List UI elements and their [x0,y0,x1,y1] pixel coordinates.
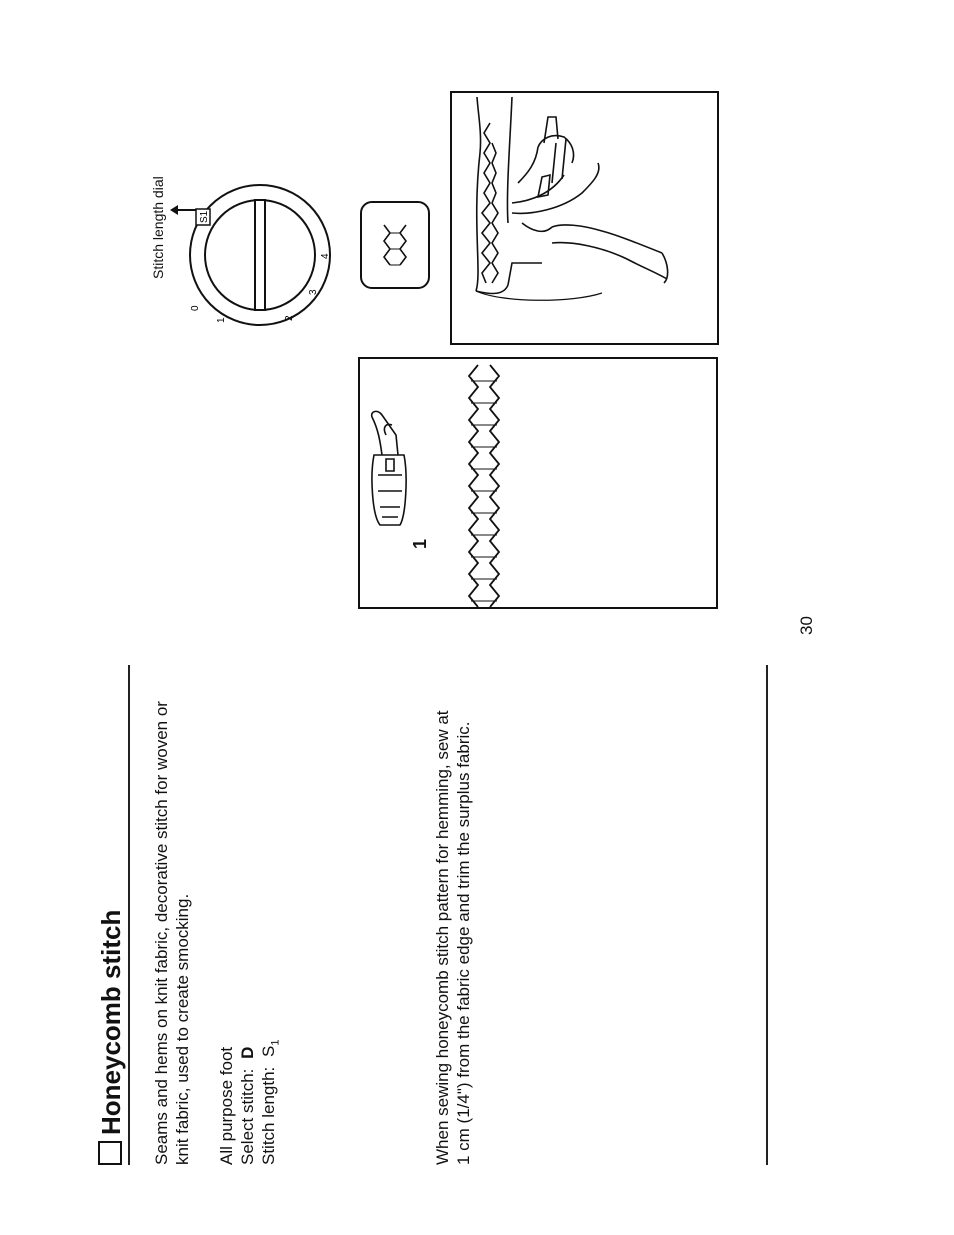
dial-mark-2: 2 [284,315,295,321]
title-rule [128,665,130,1165]
dial-mark-4: 4 [320,253,331,259]
stitch-length-setting: Stitch length: $S_1$ [259,1039,282,1165]
foot-setting: All purpose foot [217,1046,236,1165]
page-title: Honeycomb stitch [96,910,127,1165]
dial-label: Stitch length dial [150,176,166,279]
dial-arrow-icon [168,195,198,225]
select-stitch-setting: Select stitch: D [238,1046,257,1165]
stitch-pattern-button [360,201,430,289]
select-stitch-value: D [238,1046,257,1059]
checkbox-square-icon [98,1141,122,1165]
stitch-length-dial [180,175,340,335]
dial-setting-mark: S1 [199,210,210,223]
figure-number: 1 [410,538,430,549]
dial-mark-3: 3 [308,289,319,295]
hemming-illustration-panel [450,91,719,345]
dial-mark-1: 1 [216,317,227,323]
presser-foot-icon [352,405,432,535]
honeycomb-pattern-icon [362,203,428,287]
stitch-length-subscript: 1 [269,1039,282,1046]
hemming-illustration [452,93,717,343]
hemming-note-line-2: 1 cm (1/4") from the fabric edge and trim the surplus fabric. [454,721,473,1165]
stitch-length-value: S [259,1045,278,1057]
bottom-rule [766,665,768,1165]
page-number: 30 [797,616,816,635]
intro-line-1: Seams and hems on knit fabric, decorative stitch for woven or [152,701,171,1165]
dial-mark-0: 0 [190,305,201,311]
intro-line-2: knit fabric, used to create smocking. [173,893,192,1165]
hemming-note-line-1: When sewing honeycomb stitch pattern for hemming, sew at [433,710,452,1165]
